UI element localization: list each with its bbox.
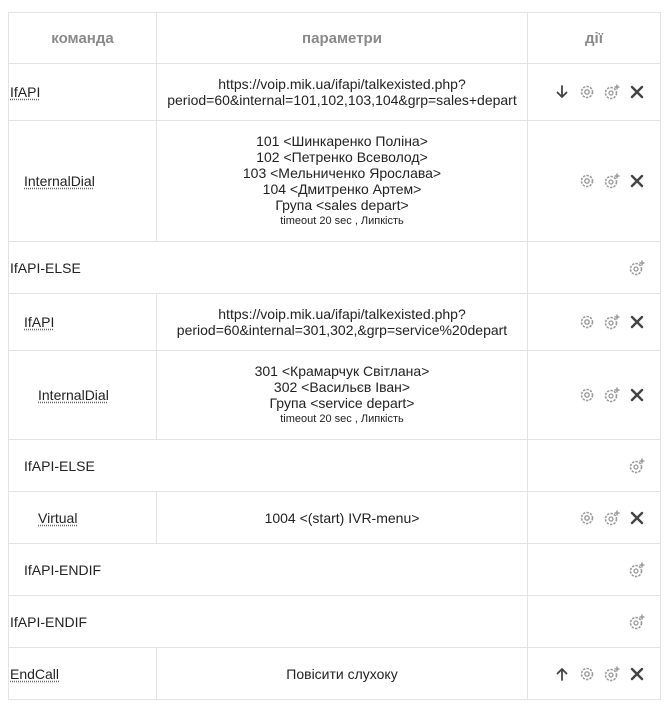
arrow-down-icon[interactable] — [553, 83, 571, 101]
gear-add-icon[interactable] — [603, 665, 621, 683]
command-label: IfAPI-ELSE — [10, 259, 81, 276]
command-link[interactable]: IfAPI — [10, 84, 41, 100]
params-cell: 301 <Крамарчук Світлана> 302 <Васильєв Іван> Група <service depart> timeout 20 sec , Липкість — [157, 351, 528, 440]
table-row — [9, 351, 661, 440]
table-row — [9, 492, 661, 544]
header-command: команда — [9, 13, 157, 64]
close-icon[interactable] — [628, 509, 646, 527]
params-cell: https://voip.mik.ua/ifapi/talkexisted.php? period=60&internal=301,302,&grp=service%20depart — [157, 294, 528, 351]
gear-add-icon[interactable] — [628, 561, 646, 579]
command-link[interactable]: Virtual — [38, 509, 78, 526]
table-row — [9, 440, 661, 492]
gear-add-icon[interactable] — [603, 83, 621, 101]
gear-icon[interactable] — [578, 665, 596, 683]
close-icon[interactable] — [628, 172, 646, 190]
gear-add-icon[interactable] — [603, 172, 621, 190]
gear-icon[interactable] — [578, 83, 596, 101]
command-link[interactable]: IfAPI — [24, 314, 55, 330]
table-row — [9, 64, 661, 121]
header-params: параметри — [157, 13, 528, 64]
close-icon[interactable] — [628, 665, 646, 683]
command-label: IfAPI-ELSE — [24, 457, 95, 474]
command-label: IfAPI-ENDIF — [10, 613, 88, 630]
table-row — [9, 121, 661, 242]
command-link[interactable]: InternalDial — [38, 387, 109, 403]
table-row — [9, 294, 661, 351]
table-header-row — [9, 13, 661, 64]
header-actions: дії — [528, 13, 661, 64]
params-cell: 1004 <(start) IVR-menu> — [157, 492, 528, 544]
table-row — [9, 596, 661, 648]
gear-add-icon[interactable] — [603, 386, 621, 404]
command-label: IfAPI-ENDIF — [24, 561, 102, 578]
params-cell: https://voip.mik.ua/ifapi/talkexisted.php? period=60&internal=101,102,103,104&grp=sales+depart — [157, 64, 528, 121]
close-icon[interactable] — [628, 386, 646, 404]
arrow-up-icon[interactable] — [553, 665, 571, 683]
params-cell: 101 <Шинкаренко Поліна> 102 <Петренко Всеволод> 103 <Мельниченко Ярослава> 104 <Дмитренко Артем> Група <sales depart> timeout 20 sec , Липкість — [157, 121, 528, 242]
gear-icon[interactable] — [578, 172, 596, 190]
close-icon[interactable] — [628, 83, 646, 101]
command-link[interactable]: InternalDial — [24, 173, 95, 189]
table-row — [9, 544, 661, 596]
gear-icon[interactable] — [578, 509, 596, 527]
gear-add-icon[interactable] — [628, 613, 646, 631]
gear-add-icon[interactable] — [628, 457, 646, 475]
gear-add-icon[interactable] — [603, 313, 621, 331]
close-icon[interactable] — [628, 313, 646, 331]
gear-add-icon[interactable] — [603, 509, 621, 527]
table-row — [9, 648, 661, 700]
gear-icon[interactable] — [578, 386, 596, 404]
command-link[interactable]: EndCall — [10, 665, 60, 682]
dialplan-table — [8, 12, 661, 700]
table-row — [9, 242, 661, 294]
gear-icon[interactable] — [578, 313, 596, 331]
gear-add-icon[interactable] — [628, 259, 646, 277]
params-cell: Повісити слухоку — [157, 648, 528, 700]
